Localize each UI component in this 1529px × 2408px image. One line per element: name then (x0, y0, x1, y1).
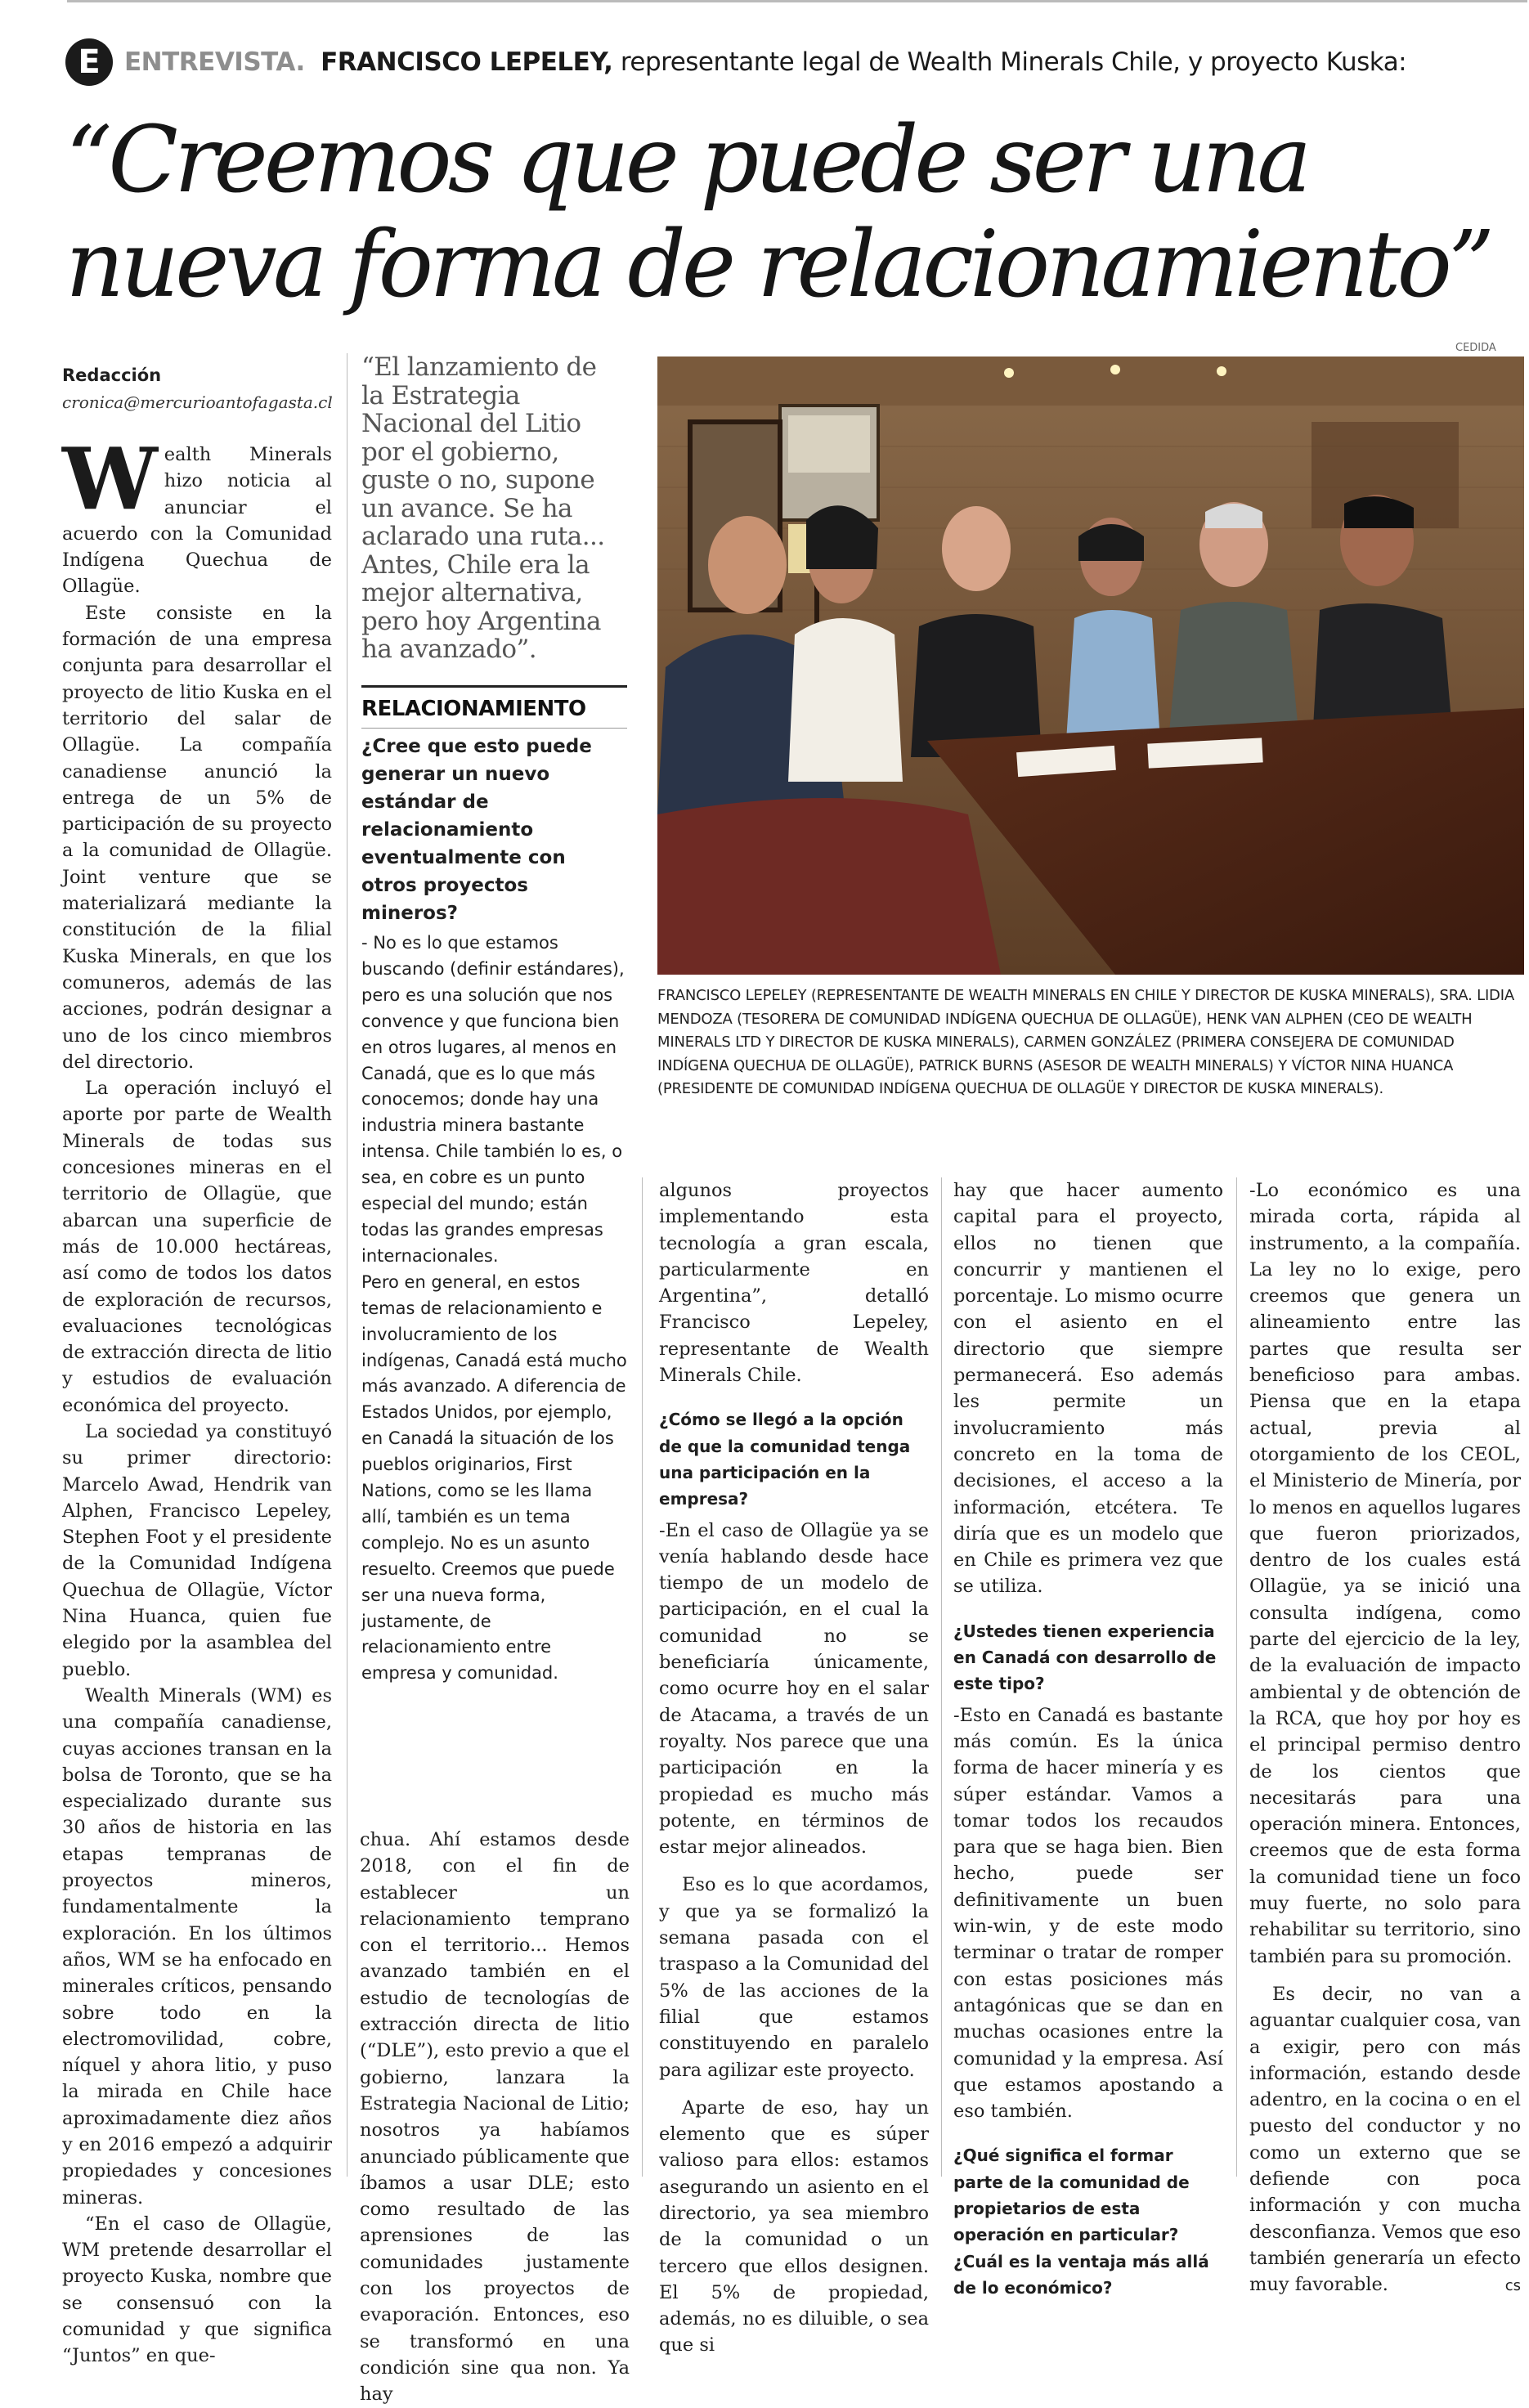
lead-text: ealth Minerals hizo noticia al anunciar el acuerdo con la Comunidad Indígena Quechua de Ollagüe. (62, 444, 332, 598)
column-4 (659, 1177, 929, 2359)
column-2 (361, 733, 627, 1687)
photo-illustration (657, 356, 1524, 975)
col5-answer-1: -Esto en Canadá es bastante más común. Es la única forma de hacer minería y es súper estándar. Vamos a tomar todos los recaudos para que se haga bien. Bien hecho, puede ser definitivamente un buen win-win, y de este modo terminar o tratar de romper con estas posiciones más antagónicas que se dan en muchas ocasiones entre la comunidad y la empresa. Así que estamos apostando a eso también. (953, 1704, 1223, 2123)
column-divider (347, 353, 348, 2177)
section-badge: E (65, 38, 113, 86)
col6-paragraph-1: -Lo económico es una mirada corta, rápida al instrumento, a la compañía. La ley no lo exige, pero creemos que genera un alineamiento entre las partes que resulta ser beneficioso para ambas. Piensa que en la etapa actual, previa al otorgamiento de los CEOL, el Ministerio de Minería, por lo menos en aquellos lugares que fueron priorizados, dentro de los cuales está Ollagüe, ya se inició una consulta indígena, como parte del ejercicio de la ley, de la evaluación de impacto ambiental y de obtención de la RCA, que hoy por hoy es el principal permiso dentro de los cientos que necesitarás para una operación minera. Entonces, creemos que de esta forma la comunidad tiene un foco muy fuerte, no solo para rehabilitar su territorio, sino también para su promoción. (1249, 1180, 1521, 1967)
headline (65, 107, 1491, 318)
lead-paragraph (62, 428, 332, 600)
col1-paragraph-4: La sociedad ya constituyó su primer directorio: Marcelo Awad, Hendrik van Alphen, Francisco Lepeley, Stephen Foot y el presidente de la Comunidad Indígena Quechua de Ollagüe, Víctor Nina Huanca, quien fue elegido por la asamblea del pueblo. (62, 1420, 332, 1680)
kicker-role: representante legal de Wealth Minerals Chile, y proyecto Kuska: (620, 47, 1407, 77)
kicker (124, 47, 1406, 77)
column-divider (941, 1177, 942, 2177)
col1-paragraph-5: Wealth Minerals (WM) es una compañía canadiense, cuyas acciones transan en la bolsa de Toronto, que se ha especializado durante sus 30 años de historia en las etapas tempranas de proyectos mineros, fundamentalmente la exploración. En los últimos años, WM se ha enfocado en minerales críticos, pensando sobre todo en la electromovilidad, cobre, níquel y ahora litio, y puso la mirada en Chile hace aproximadamente diez años y en 2016 empezó a adquirir propiedades y concesiones mineras. (62, 1684, 332, 2208)
photo-credit: CEDIDA (1455, 342, 1496, 354)
col2-answer-2: Pero en general, en estos temas de relacionamiento e involucramiento de los indígenas, Canadá está mucho más avanzado. A diferencia de Estados Unidos, por ejemplo, en Canadá la situación de los pueblos originarios, First Nations, como se les llama allí, también es un tema complejo. No es un asunto resuelto. Creemos que puede ser una nueva forma, justamente, de relacionamiento entre empresa y comunidad. (361, 1271, 627, 1684)
column-6 (1249, 1177, 1521, 2299)
column-5 (953, 1177, 1223, 2306)
col1-paragraph-6: “En el caso de Ollagüe, WM pretende desarrollar el proyecto Kuska, nombre que se consensuó con la comunidad y que significa “Juntos” en que- (62, 2213, 332, 2367)
col4-paragraph-1: algunos proyectos implementando esta tecnología a gran escala, particularmente en Argentina”, detalló Francisco Lepeley, representante de Wealth Minerals Chile. (659, 1180, 929, 1387)
col4-answer-3: Aparte de eso, hay un elemento que es súper valioso para ellos: estamos asegurando un asiento en el directorio, ya sea miembro de la comunidad o un tercero que ellos designen. El 5% de propiedad, además, no es diluible, o sea que si (659, 2096, 929, 2356)
column-3 (360, 1827, 630, 2408)
kicker-name: FRANCISCO LEPELEY, (321, 47, 613, 77)
col6-paragraph-2-text: Es decir, no van a aguantar cualquier cosa, van a exigir, pero con más información, estando desde adentro, en la cocina o en el puesto del conductor y no como un externo que se defiende con poca información y con mucha desconfianza. Vemos que eso también generaría un efecto muy favorable. (1249, 1983, 1521, 2296)
col1-paragraph-3: La operación incluyó el aporte por parte de Wealth Minerals de todas sus concesiones mineras en el territorio de Ollagüe, que abarcan una superficie de más de 10.000 hectáreas, así como de todos los datos de exploración de recursos, evaluaciones tecnológicas de extracción directa de litio y estudios de evaluación económica del proyecto. (62, 1078, 332, 1416)
col2-question: ¿Cree que esto puede generar un nuevo estándar de relacionamiento eventualmente con otros proyectos mineros? (361, 736, 592, 924)
column-1 (62, 363, 332, 2370)
col5-question-2: ¿Qué significa el formar parte de la comunidad de propietarios de esta operación en particular? ¿Cuál es la ventaja más allá de lo económico? (953, 2146, 1209, 2298)
byline-author: Redacción (62, 365, 162, 385)
group-photo (657, 356, 1524, 975)
col4-question: ¿Cómo se llegó a la opción de que la comunidad tenga una participación en la empresa? (659, 1410, 911, 1509)
section-title: RELACIONAMIENTO (361, 685, 627, 724)
kicker-row (65, 38, 1529, 87)
section-rule (361, 728, 627, 729)
col4-answer-1: -En el caso de Ollagüe ya se venía hablando desde hace tiempo de un modelo de participación, en el cual la comunidad no se beneficiaría únicamente, como ocurre hoy en el salar de Atacama, a través de un royalty. Nos parece que una participación en la propiedad es mucho más potente, en términos de estar mejor alineados. (659, 1519, 929, 1859)
col6-paragraph-2 (1249, 1981, 1521, 2298)
col2-answer: - No es lo que estamos buscando (definir estándares), pero es una solución que nos convence y que funciona bien en otros lugares, al menos en Canadá, que es lo que más conocemos; donde hay una industria minera bastante intensa. Chile también lo es, o sea, en cobre es un punto especial del mundo; están todas las grandes empresas internacionales. (361, 933, 625, 1266)
headline-line-2: nueva forma de relacionamiento” (65, 212, 1491, 318)
column-divider (642, 1177, 643, 2177)
kicker-label: ENTREVISTA. (124, 47, 305, 77)
pull-quote: “El lanzamiento de la Estrategia Nacional del Litio por el gobierno, guste o no, supone un avance. Se ha aclarado una ruta... Antes, Chile era la mejor alternativa, pero hoy Argentina ha avanzado”. (361, 352, 605, 664)
col5-paragraph-1: hay que hacer aumento capital para el proyecto, ellos no tienen que concurrir y mantienen el porcentaje. Lo mismo ocurre con el asiento en el directorio que siempre permanecerá. Eso además les permite un involucramiento más concreto en la toma de decisiones, el acceso a la información, etcétera. Te diría que es un modelo que en Chile es primera vez que se utiliza. (953, 1180, 1223, 1598)
column-divider (1236, 1177, 1237, 2177)
col5-question-1: ¿Ustedes tienen experiencia en Canadá con desarrollo de este tipo? (953, 1621, 1217, 1694)
dropcap: W (62, 428, 158, 529)
end-mark: cs (1504, 2277, 1521, 2295)
col4-answer-2: Eso es lo que acordamos, y que ya se formalizó la semana pasada con el traspaso a la Comunidad del 5% de las acciones de la filial que estamos constituyendo en paralelo para agilizar este proyecto. (659, 1874, 929, 2081)
col3-paragraph: chua. Ahí estamos desde 2018, con el fin de establecer un relacionamiento temprano con el territorio... Hemos avanzado también en el estudio de tecnologías de extracción directa de litio (“DLE”), esto previo a que el gobierno, lanzara la Estrategia Nacional de Litio; nosotros ya habíamos anunciado públicamente que íbamos a usar DLE; esto como resultado de las aprensiones de las comunidades justamente con los proyectos de evaporación. Entonces, eso se transformó en una condición sine qua non. Ya hay (360, 1829, 630, 2406)
photo-caption: FRANCISCO LEPELEY (REPRESENTANTE DE WEALTH MINERALS EN CHILE Y DIRECTOR DE KUSKA MINERALS), SRA. LIDIA MENDOZA (TESORERA DE COMUNIDAD INDÍGENA QUECHUA DE OLLAGÜE), HENK VAN ALPHEN (CEO DE WEALTH MINERALS LTD Y DIRECTOR DE KUSKA MINERALS), CARMEN GONZÁLEZ (PRIMERA CONSEJERA DE COMUNIDAD INDÍGENA QUECHUA DE OLLAGÜE), PATRICK BURNS (ASESOR DE WEALTH MINERALS) Y VÍCTOR NINA HUANCA (PRESIDENTE DE COMUNIDAD INDÍGENA QUECHUA DE OLLAGÜE Y DIRECTOR DE KUSKA MINERALS). (657, 987, 1514, 1097)
col1-paragraph-2: Este consiste en la formación de una empresa conjunta para desarrollar el proyecto de litio Kuska en el territorio del salar de Ollagüe. La compañía canadiense anunció la entrega de un 5% de participación de su proyecto a la comunidad de Ollagüe. Joint venture que se materializará mediante la constitución de la filial Kuska Minerals, en que los comuneros, además de las acciones, podrán designar a uno de los cinco miembros del directorio. (62, 602, 332, 1073)
byline-email: cronica@mercurioantofagasta.cl (62, 392, 333, 412)
top-rule (67, 0, 1527, 2)
headline-line-1: “Creemos que puede ser una (65, 107, 1308, 213)
